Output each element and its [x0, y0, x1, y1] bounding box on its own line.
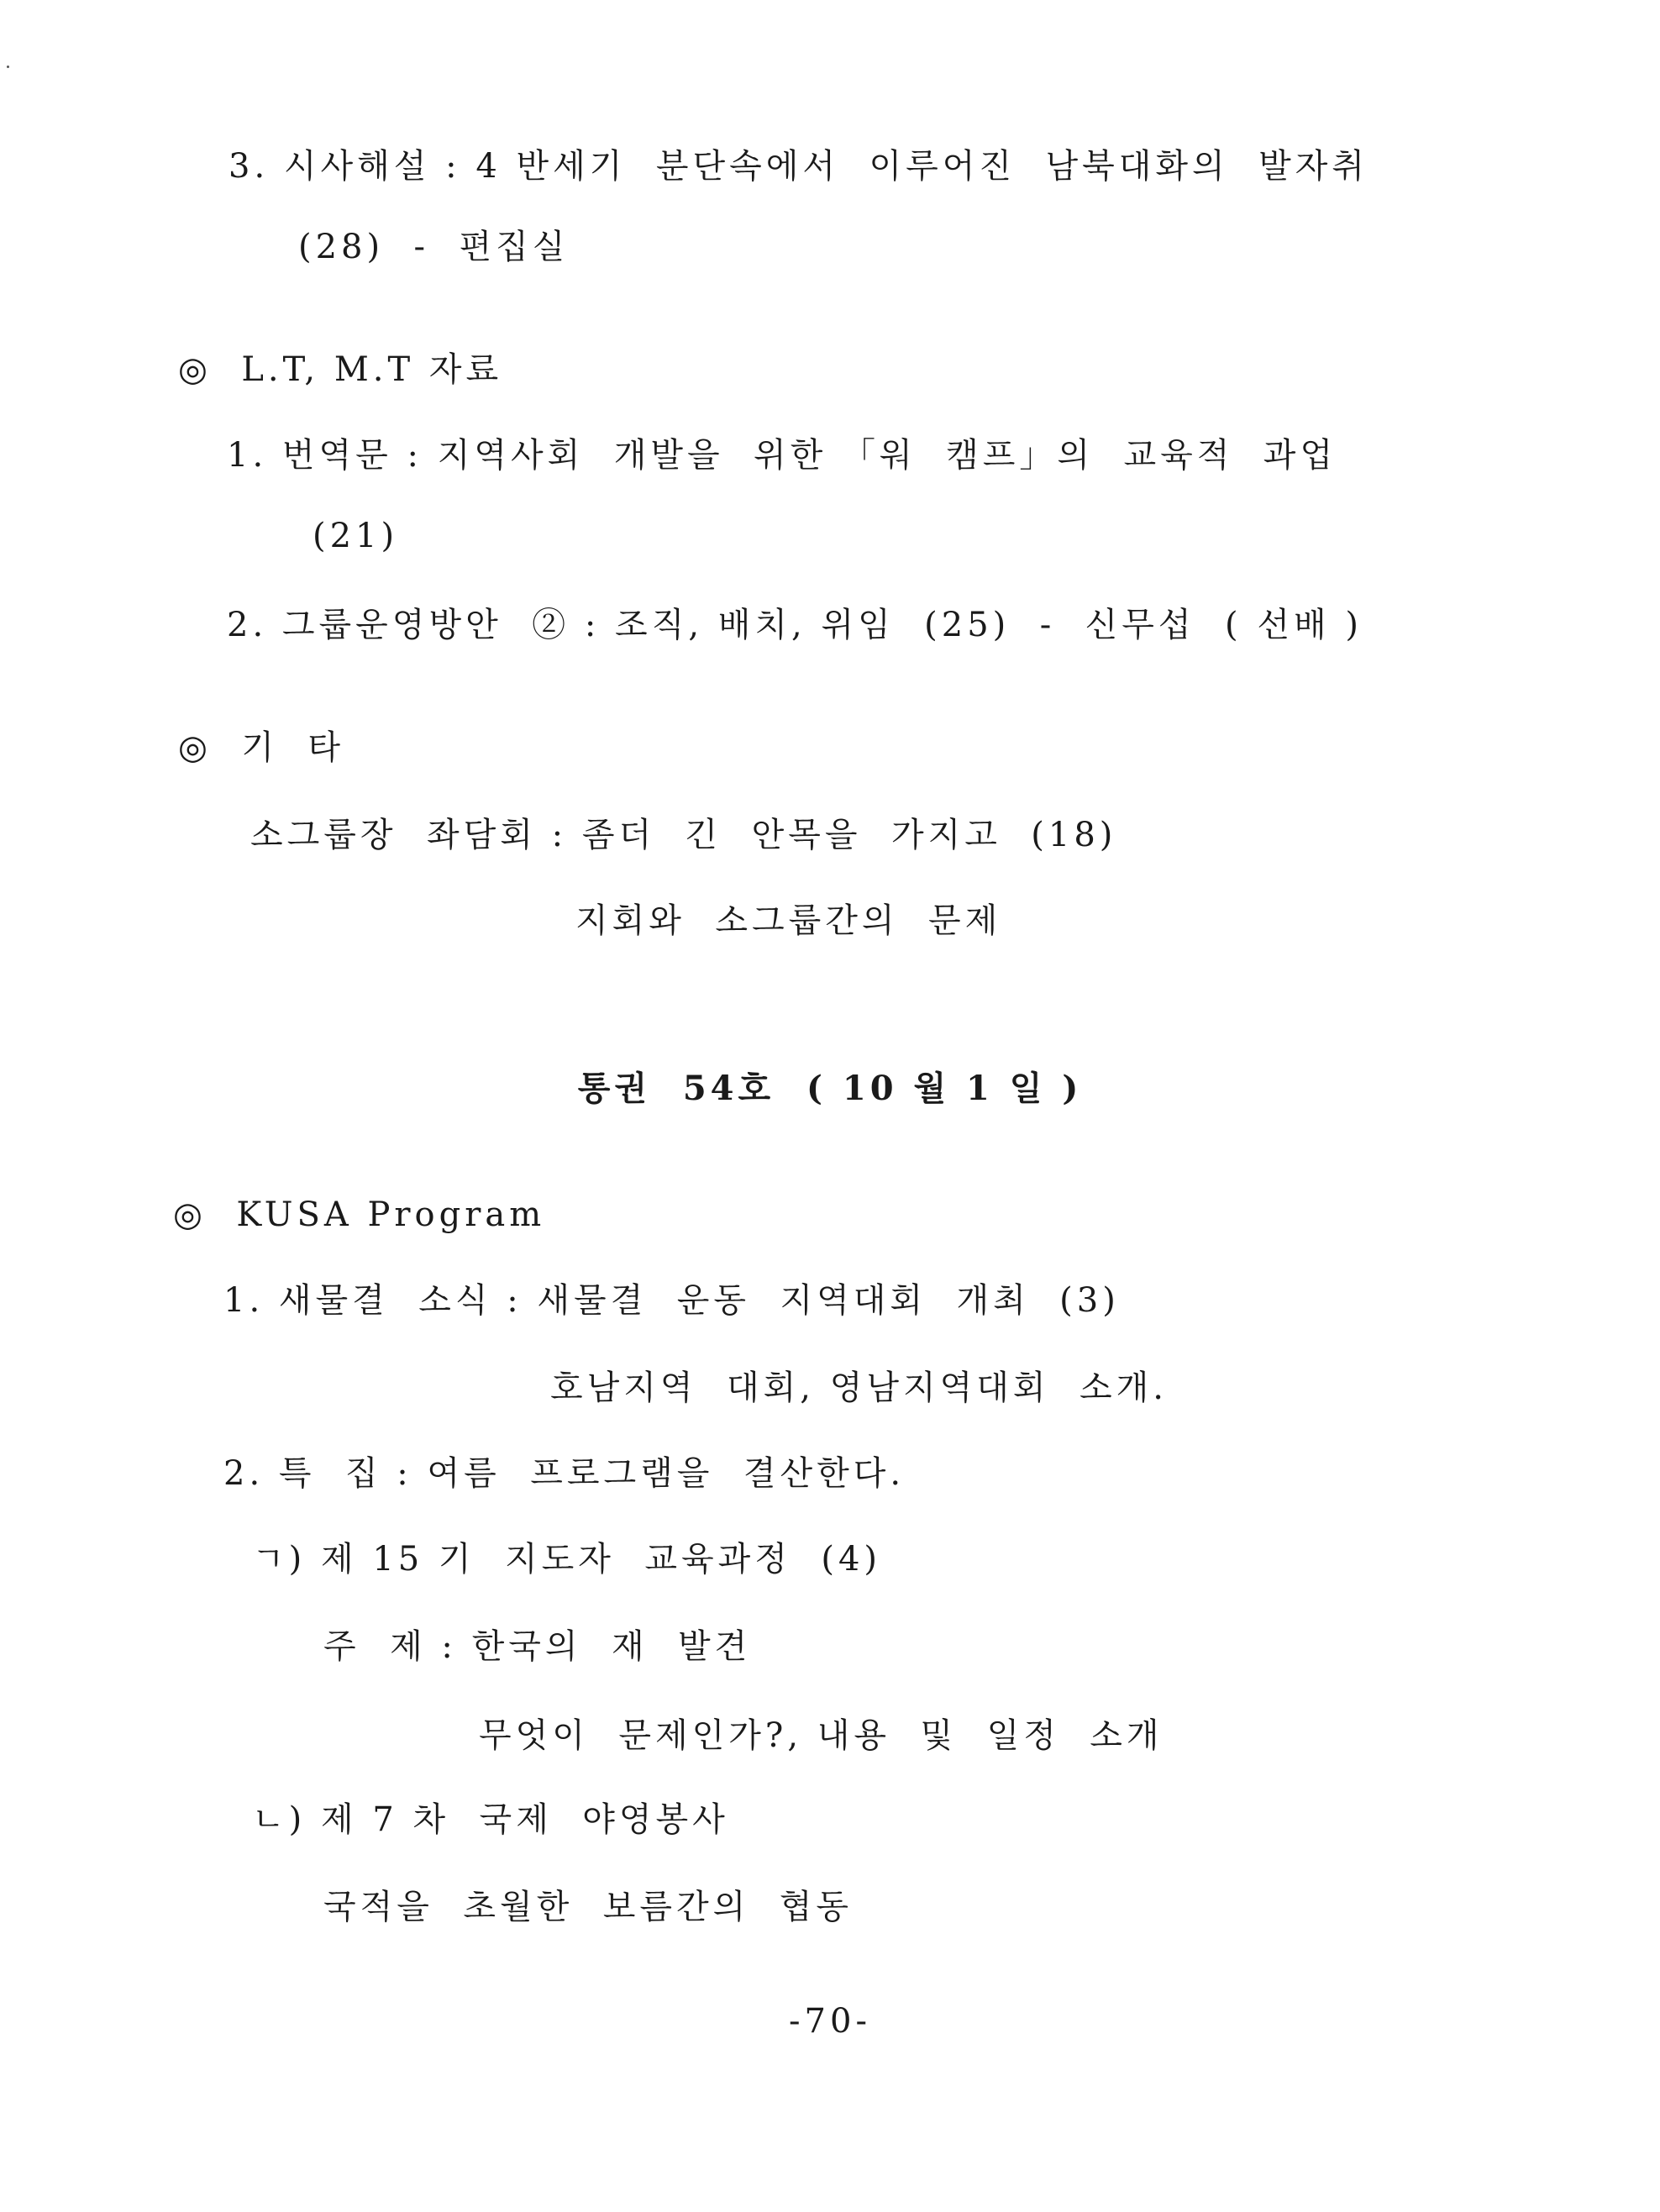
item-translation: 1. 번역문 : 지역사회 개발을 위한 「워 캠프」의 교육적 과업 — [227, 436, 1337, 475]
scan-speck — [7, 66, 9, 68]
item-group-operation: 2. 그룹운영방안 ② : 조직, 배치, 위임 (25) - 신무섭 ( 선배 ) — [227, 606, 1363, 644]
issue-heading: 통권 54호 ( 10 월 1 일 ) — [577, 1069, 1083, 1108]
item-roundtable: 소그룹장 좌담회 : 좀더 긴 안목을 가지고 (18) — [250, 816, 1117, 854]
item-new-wave-news: 1. 새물결 소식 : 새물결 운동 지역대회 개최 (3) — [223, 1281, 1120, 1320]
section-heading-kusa: ◎ KUSA Program — [173, 1195, 546, 1234]
item-special-feature: 2. 특 집 : 여름 프로그램을 결산한다. — [223, 1454, 906, 1493]
item-current-affairs: 3. 시사해설 : 4 반세기 분단속에서 이루어진 남북대화의 발자취 — [229, 147, 1369, 186]
item-translation-cont: (21) — [313, 517, 399, 555]
item-current-affairs-cont: (28) - 편집실 — [298, 228, 570, 266]
item-roundtable-cont: 지회와 소그룹간의 문제 — [575, 901, 1002, 940]
item-new-wave-news-cont: 호남지역 대회, 영남지역대회 소개. — [550, 1369, 1168, 1407]
subitem-leader-course-theme: 주 제 : 한국의 재 발견 — [323, 1627, 752, 1666]
page-number: -70- — [789, 2002, 871, 2041]
subitem-intl-camp-desc: 국적을 초월한 보름간의 협동 — [323, 1888, 853, 1926]
subitem-leader-course-desc: 무엇이 문제인가?, 내용 및 일정 소개 — [479, 1716, 1164, 1755]
section-heading-ltmt: ◎ L.T, M.T 자료 — [178, 350, 503, 389]
section-heading-others: ◎ 기 타 — [178, 728, 345, 767]
subitem-leader-course: ㄱ) 제 15 기 지도자 교육과정 (4) — [252, 1540, 881, 1579]
subitem-intl-camp: ㄴ) 제 7 차 국제 야영봉사 — [252, 1800, 729, 1839]
